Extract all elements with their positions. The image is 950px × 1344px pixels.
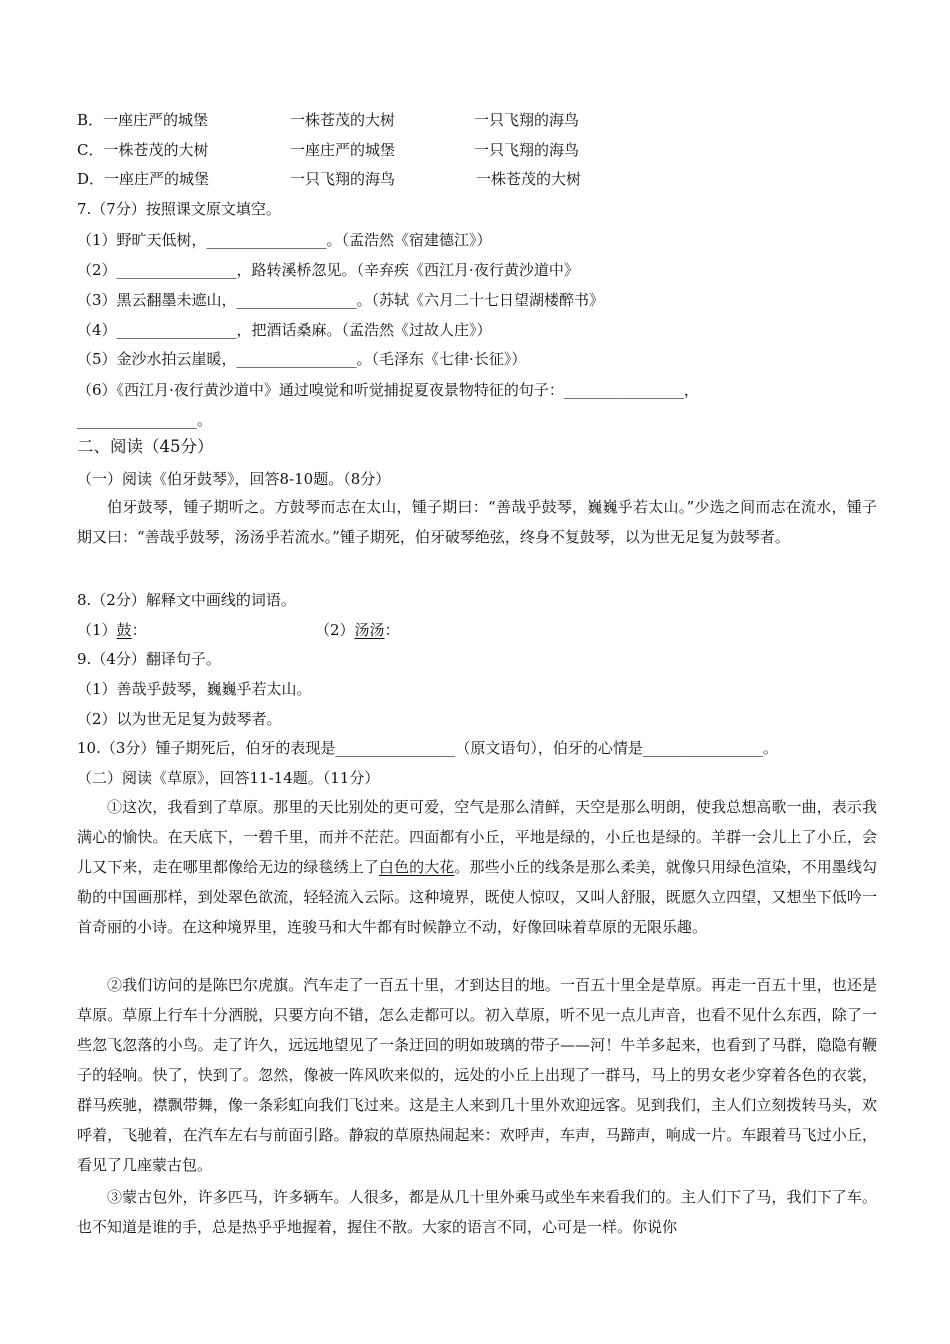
q9-item: （2）以为世无足复为鼓琴者。 [77,710,282,728]
q7-item: （6）《西江月·夜行黄沙道中》通过嗅觉和听觉捕捉夏夜景物特征的句子：________________， [77,381,699,399]
caoyuan-paragraph-3: ③蒙古包外，许多匹马，许多辆车。人很多，都是从几十里外乘马或坐车来看我们的。主人们下了马，我们下了车。也不知道是谁的手，总是热乎乎地握着，握住不散。大家的语言不同，心可是一样。你说你 [77,1188,877,1236]
option-choice-3: 一株苍茂的大树 [476,170,582,188]
q7-item: （1）野旷天低树，________________。（孟浩然《宿建德江》） [77,231,492,249]
q9-title: 9.（4分）翻译句子。 [77,650,221,668]
q7-item: （2）________________，路转溪桥忽见。（辛弃疾《西江月·夜行黄沙道中》 [77,261,579,279]
option-choice-2: 一只飞翔的海鸟 [290,170,396,188]
paragraph-text: 。那些小丘的线条是那么柔美，就像只用绿色渲染，不用墨线勾勒的中国画那样，到处翠色欲流，轻轻流入云际。这种境界，既使人惊叹，又叫人舒服，既愿久立四望，又想坐下低吟一首奇丽的小诗。在这种境界里，连骏马和大牛都有时候静立不动，好像回味着草原的无限乐趣。 [77,858,877,936]
option-choice-3: 一只飞翔的海鸟 [474,111,580,129]
q7-item: （5）金沙水拍云崖暖，________________。（毛泽东《七律·长征》） [77,350,527,368]
caoyuan-paragraph-2: ②我们访问的是陈巴尔虎旗。汽车走了一百五十里，才到达目的地。一百五十里全是草原。再走一百五十里，也还是草原。草原上行车十分洒脱，只要方向不错，怎么走都可以。初入草原，听不见一点儿声音，也看不见什么东西，除了一些忽飞忽落的小鸟。走了许久，远远地望见了一条迂回的明如玻璃的带子——河！牛羊多起来，也看到了马群，隐隐有鞭子的轻响。快了，快到了。忽然，像被一阵风吹来似的，远处的小丘上出现了一群马，马上的男女老少穿着各色的衣裳，群马疾驰，襟飘带舞，像一条彩虹向我们飞过来。这是主人来到几十里外欢迎远客。见到我们，主人们立刻拨转马头，欢呼着，飞驰着，在汽车左右与前面引路。静寂的草原热闹起来：欢呼声，车声，马蹄声，响成一片。车跟着马飞过小丘，看见了几座蒙古包。 [77,976,877,1174]
option-label: D．一座庄严的城堡 [77,170,210,188]
boyaguqin-text: 伯牙鼓琴，锺子期听之。方鼓琴而志在太山，锺子期曰：“善哉乎鼓琴，巍巍乎若太山。”少选之间而志在流水，锺子期又曰：“善哉乎鼓琴，汤汤乎若流水。”锺子期死，伯牙破琴绝弦，终身不复鼓琴，以为世无足复为鼓琴者。 [77,498,877,546]
underlined-phrase: 白色的大花 [378,858,455,876]
item-suffix: ： [131,621,147,639]
item-prefix: （1） [77,621,117,639]
q7-title: 7.（7分）按照课文原文填空。 [77,200,281,218]
section-heading: 二、阅读（45分） [77,437,214,456]
caoyuan-paragraph-1 [77,792,877,942]
option-choice-3: 一只飞翔的海鸟 [474,141,580,159]
paragraph-text: ①这次，我看到了草原。那里的天比别处的更可爱，空气是那么清鲜，天空是那么明朗，使我总想高歌一曲，表示我满心的愉快。在天底下，一碧千里，而并不茫茫。四面都有小丘，平地是绿的，小丘也是绿的。羊群一会儿上了小丘，会儿又下来，走在哪里都像给无边的绿毯绣上了 [77,798,877,876]
underlined-word: 鼓 [116,621,132,639]
part1-title: （一）阅读《伯牙鼓琴》，回答8-10题。（8分） [77,470,391,488]
q9-item: （1）善哉乎鼓琴，巍巍乎若太山。 [77,680,312,698]
q8-item-2 [315,620,400,640]
option-choice-2: 一株苍茂的大树 [290,111,396,129]
item-suffix: ： [384,621,400,639]
q10: 10.（3分）锺子期死后，伯牙的表现是________________（原文语句），伯牙的心情是________________。 [77,739,778,757]
option-label: B．一座庄严的城堡 [77,111,209,129]
part2-title: （二）阅读《草原》，回答11-14题。（11分） [77,769,380,787]
option-choice-2: 一座庄严的城堡 [290,141,396,159]
q7-item: （4）________________，把酒话桑麻。（孟浩然《过故人庄》） [77,321,492,339]
item-prefix: （2） [315,621,355,639]
q7-item: （3）黑云翻墨未遮山，________________。（苏轼《六月二十七日望湖楼醉书》 [77,291,605,309]
q8-item-1 [77,620,147,640]
q7-item: ________________。 [77,411,213,429]
underlined-word: 汤汤 [354,621,385,639]
q8-title: 8.（2分）解释文中画线的词语。 [77,591,296,609]
option-label: C．一株苍茂的大树 [77,141,209,159]
